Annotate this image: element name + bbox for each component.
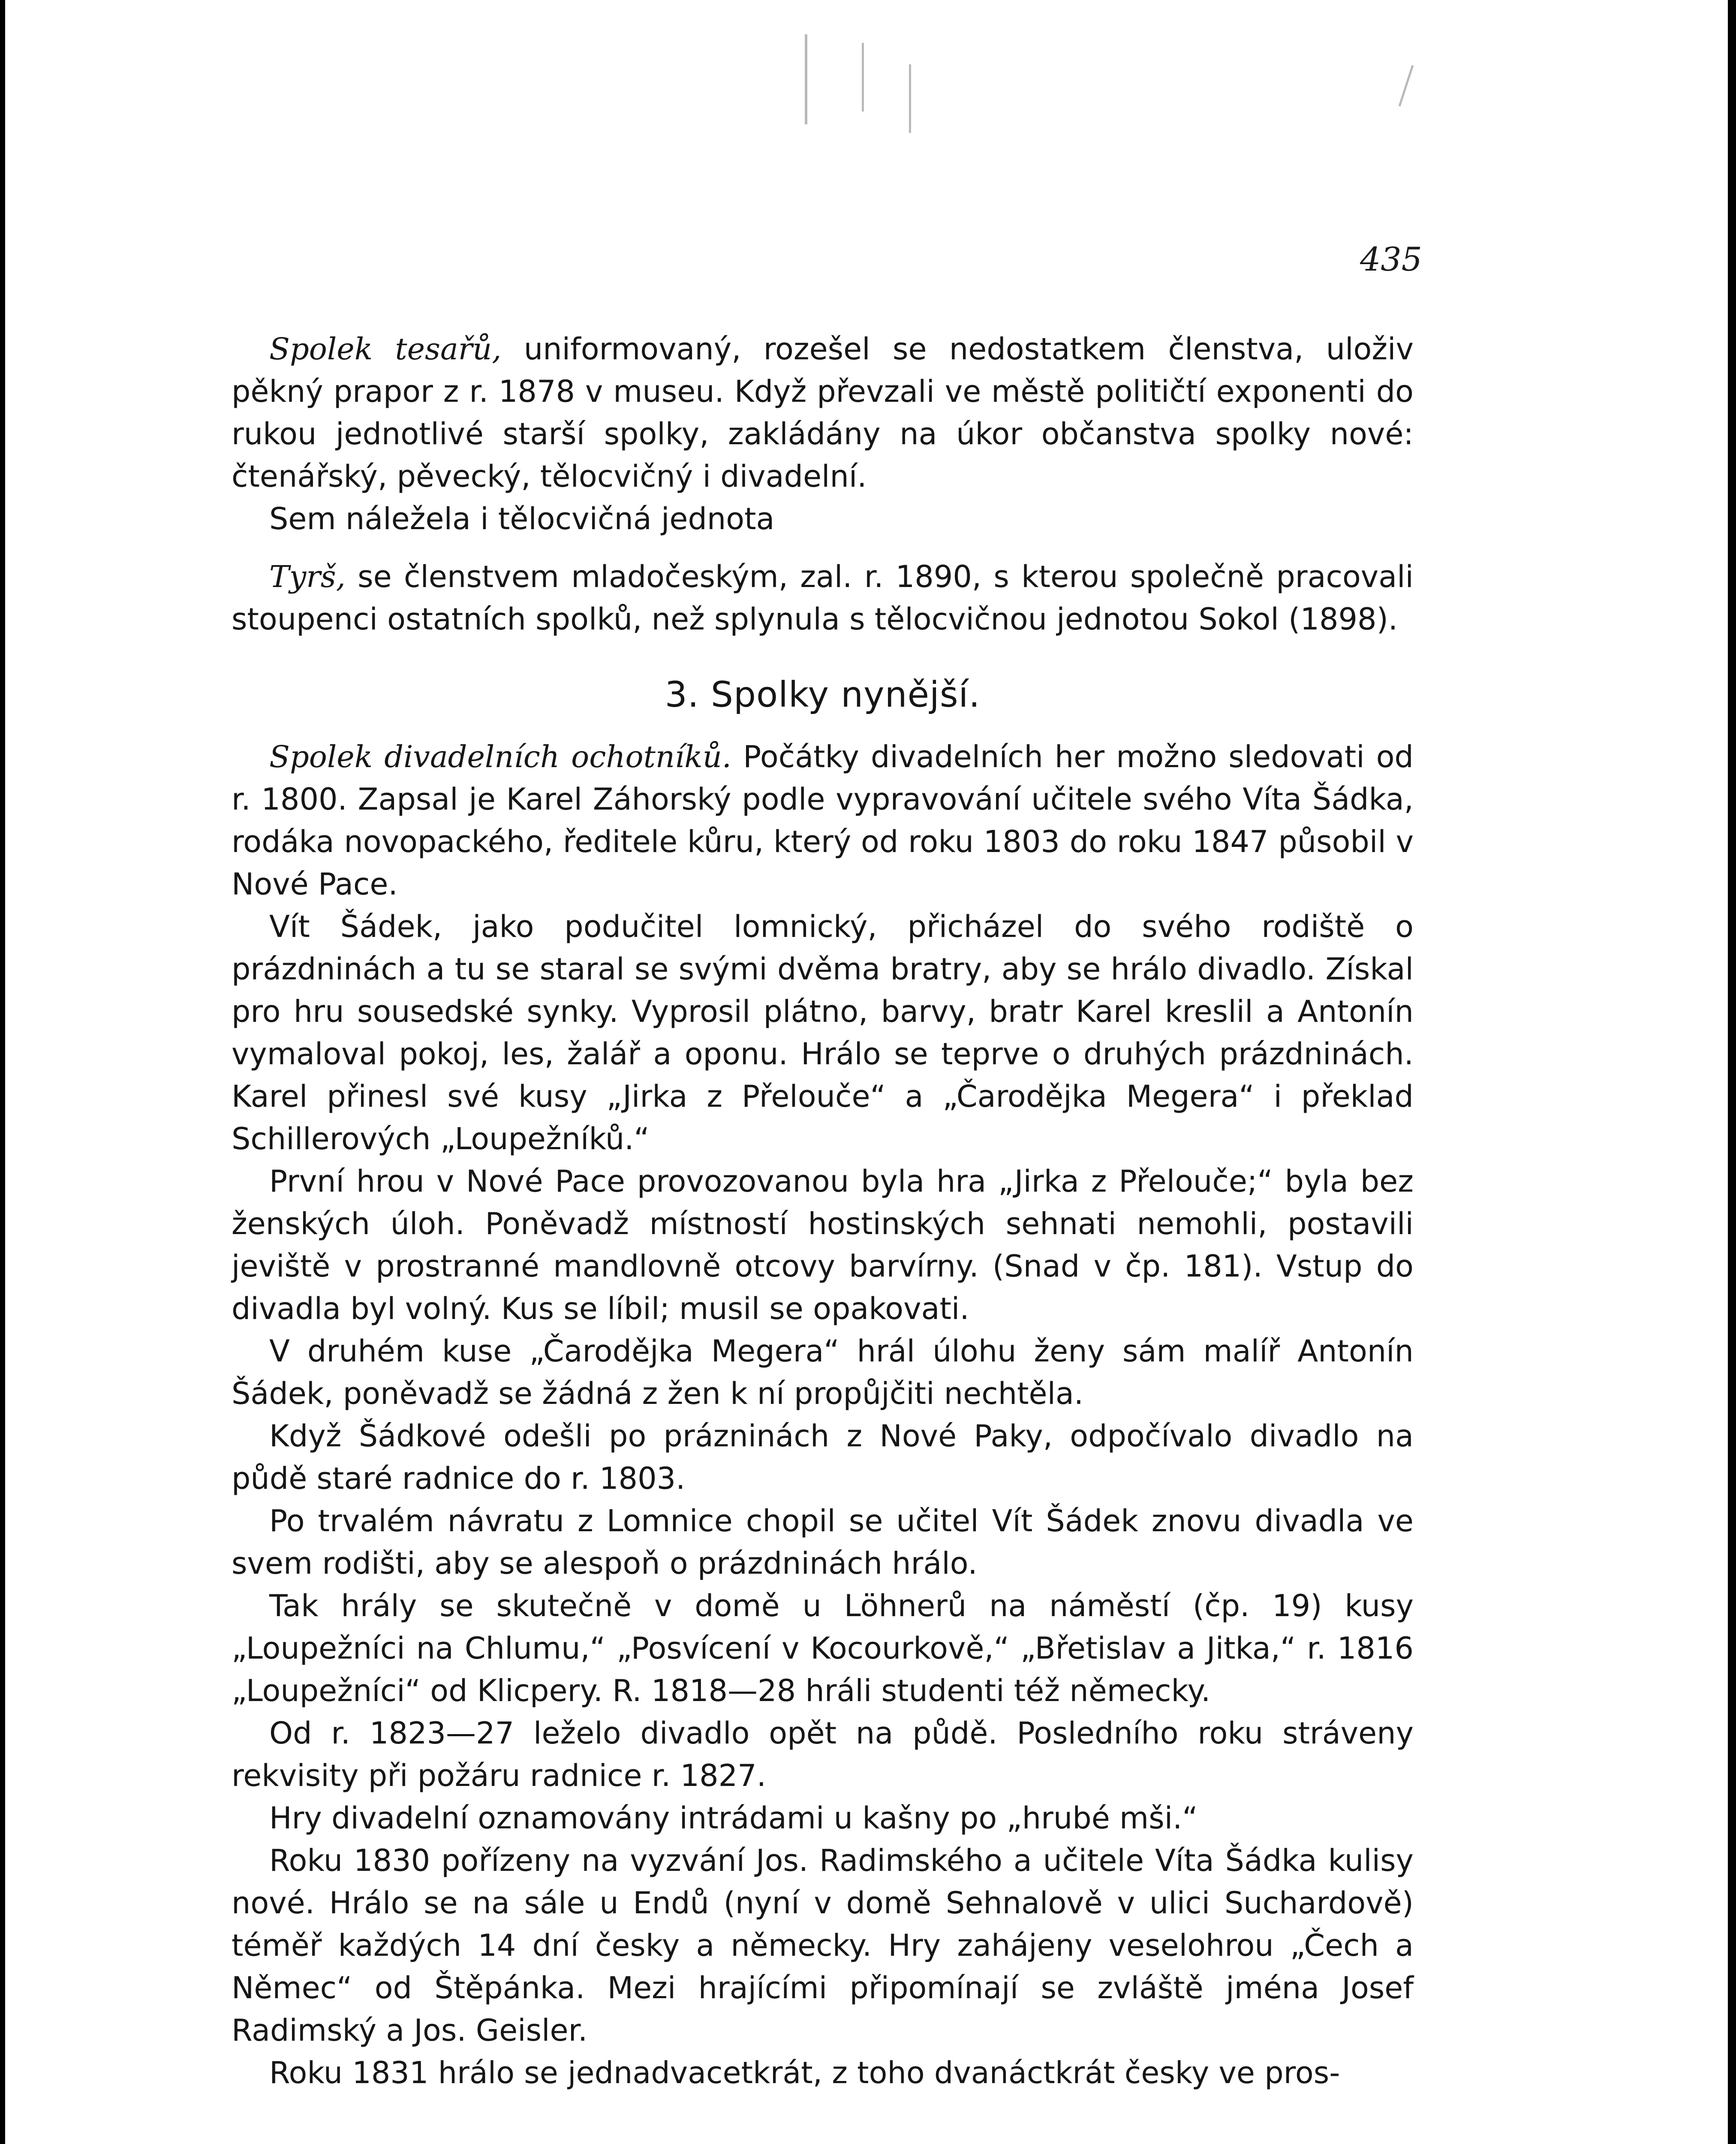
- society-name: Spolek tesařů,: [269, 331, 502, 367]
- scan-artifact: [862, 43, 864, 111]
- society-name: Spolek divadelních ochotníků.: [269, 739, 732, 774]
- page-number: 435: [1360, 240, 1422, 278]
- document-page: [5, 0, 1728, 2144]
- paragraph-text: Počátky divadelních her možno sledovati od r. 1800. Zapsal je Karel Záhorský podle vypravování učitele svého Víta Šádka, rodáka novopackého, ředitele kůru, který od roku 1803 do roku 1847 působil v Nové Pace.: [232, 739, 1414, 902]
- scan-artifact: [909, 64, 911, 133]
- paragraph-sem-nalezela: [232, 498, 1414, 540]
- paragraph-text: Sem náležela i tělocvičná jednota: [269, 501, 775, 536]
- paragraph: Od r. 1823—27 leželo divadlo opět na půdě. Posledního roku stráveny rekvisity při požáru radnice r. 1827.: [232, 1716, 1414, 1793]
- paragraph-divadelni-ochotnici: [232, 736, 1414, 906]
- scan-artifact: [1399, 65, 1414, 107]
- paragraph: Vít Šádek, jako podučitel lomnický, přicházel do svého rodiště o prázdninách a tu se staral se svými dvěma bratry, aby se hrálo divadlo. Získal pro hru sousedské synky. Vyprosil plátno, barvy, bratr Karel kreslil a Antonín vymaloval pokoj, les, žalář a oponu. Hrálo se teprve o druhých prázdninách. Karel přinesl své kusy „Jirka z Přelouče“ a „Čarodějka Megera“ i překlad Schillerových „Loupežníků.“: [232, 909, 1414, 1156]
- paragraph: Roku 1830 pořízeny na vyzvání Jos. Radimského a učitele Víta Šádka kulisy nové. Hrálo se na sále u Endů (nyní v domě Sehnalově v ulici Suchardově) téměř každých 14 dní česky a německy. Hry zahájeny veselohrou „Čech a Němec“ od Štěpánka. Mezi hrajícími připomínají se zvláště jména Josef Radimský a Jos. Geisler.: [232, 1843, 1414, 2048]
- paragraph: První hrou v Nové Pace provozovanou byla hra „Jirka z Přelouče;“ byla bez ženských úloh. Poněvadž místností hostinských sehnati nemohli, postavili jeviště v prostranné mandlovně otcovy barvírny. (Snad v čp. 181). Vstup do divadla byl volný. Kus se líbil; musil se opakovati.: [232, 1164, 1414, 1326]
- section-heading: 3. Spolky nynější.: [665, 675, 981, 715]
- paragraph: V druhém kuse „Čarodějka Megera“ hrál úlohu ženy sám malíř Antonín Šádek, poněvadž se žádná z žen k ní propůjčiti nechtěla.: [232, 1334, 1414, 1411]
- scan-artifact: [805, 34, 807, 124]
- body-text: [232, 328, 1414, 2094]
- paragraph: Po trvalém návratu z Lomnice chopil se učitel Vít Šádek znovu divadla ve svem rodišti, aby se alespoň o prázdninách hrálo.: [232, 1503, 1414, 1581]
- paragraph: Roku 1831 hrálo se jednadvacetkrát, z toho dvanáctkrát česky ve pros-: [269, 2055, 1340, 2090]
- paragraph-spolek-tesaru: [232, 328, 1414, 498]
- paragraph: Tak hrály se skutečně v domě u Löhnerů na náměstí (čp. 19) kusy „Loupežníci na Chlumu,“ „Posvícení v Kocourkově,“ „Břetislav a Jitka,“ r. 1816 „Loupežníci“ od Klicpery. R. 1818—28 hráli studenti též německy.: [232, 1588, 1414, 1708]
- paragraph: Když Šádkové odešli po prázninách z Nové Paky, odpočívalo divadlo na půdě staré radnice do r. 1803.: [232, 1418, 1414, 1496]
- society-name: Tyrš,: [269, 559, 346, 594]
- paragraph: Hry divadelní oznamovány intrádami u kašny po „hrubé mši.“: [269, 1801, 1198, 1836]
- paragraph-tyrs: [232, 556, 1414, 641]
- paragraph-text: uniformovaný, rozešel se nedostatkem členstva, uloživ pěkný prapor z r. 1878 v museu. Když převzali ve městě političtí exponenti do rukou jednotlivé starší spolky, zakládány na úkor občanstva spolky nové: čtenářský, pěvecký, tělocvičný i divadelní.: [232, 331, 1414, 494]
- paragraph-text: se členstvem mladočeským, zal. r. 1890, s kterou společně pracovali stoupenci ostatních spolků, než splynula s tělocvičnou jednotou Sokol (1898).: [232, 559, 1414, 637]
